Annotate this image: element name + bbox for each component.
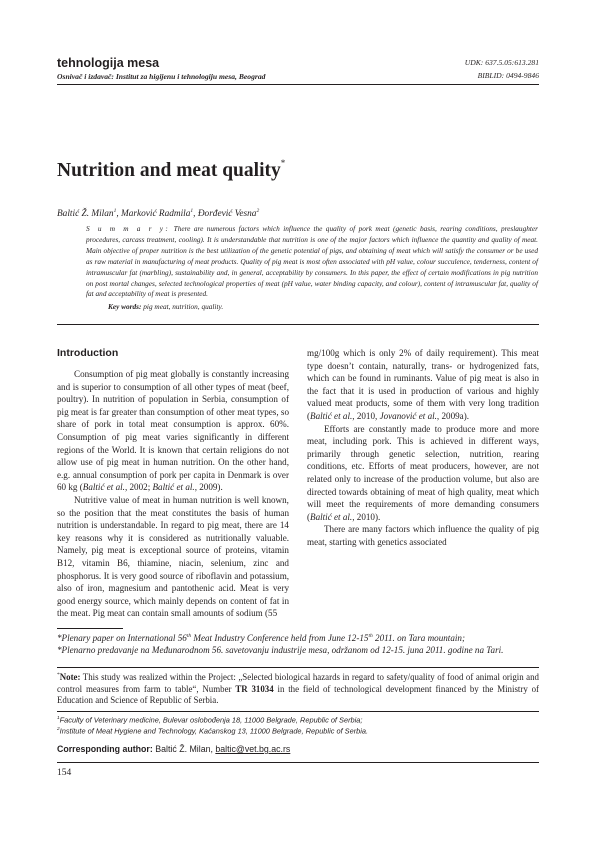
paper-title-text: Nutrition and meat quality xyxy=(57,160,281,181)
affiliation-divider xyxy=(57,711,539,712)
author-name: Marković Radmila xyxy=(120,209,191,220)
section-heading: Introduction xyxy=(57,347,119,359)
corresponding-author xyxy=(57,744,539,754)
project-note: *Note: This study was realized within the Project: „Selected biological hazards in regard to safety/quality of food of animal origin and control measures from farm to table“, Number TR 31034 in the field of technological development financed by the Ministry of Education and Science of Republic of Serbia. xyxy=(57,671,539,706)
body-column-left xyxy=(57,347,289,620)
abstract-divider xyxy=(57,324,539,325)
citation: Baltić et al. xyxy=(82,482,125,493)
note-divider xyxy=(57,667,539,668)
body-paragraph: Efforts are constantly made to produce more and more meat, including pork. This is achieved in different ways, primarily through genetic selection, nutrition, rearing conditions, etc. Efforts of meat producers, however, are not related only to increase of the production volume, but also are directed towards obtaining of meat of high quality, meat which will meet the requirements of more demanding consumers (Baltić et al., 2010). xyxy=(307,423,539,522)
journal-publisher-line: Osnivač i izdavač: Institut za higijenu i tehnologiju mesa, Beograd xyxy=(57,72,266,81)
header-divider xyxy=(57,84,539,85)
citation: al. xyxy=(427,410,437,421)
author-list: Baltić Ž. Milan$^1$, Marković Radmila$^1$, Đorđević Vesna$^2$ xyxy=(57,208,260,220)
note-label: Note: xyxy=(59,671,81,682)
body-column-right xyxy=(307,347,539,549)
author-name: Đorđević Vesna xyxy=(197,209,257,220)
abstract xyxy=(86,224,538,300)
page-number: 154 xyxy=(57,768,72,778)
footnote-serbian: *Plenarno predavanje na Međunarodnom 56. savetovanju industrije mesa, održanom od 12-15. juna 2011. godine na Tari. xyxy=(57,644,504,655)
journal-title: tehnologija mesa xyxy=(57,56,160,70)
corresponding-name: Baltić Ž. Milan, xyxy=(152,744,216,754)
affiliation-item: $^2$Institute of Meat Hygiene and Technology, Kaćanskog 13, 11000 Belgrade, Republic of Serbia. xyxy=(57,726,369,736)
citation: al. xyxy=(342,410,353,421)
citation: Baltić et al. xyxy=(310,511,353,522)
citation: Jovanović xyxy=(379,410,417,421)
paper-title xyxy=(57,160,285,182)
abstract-label: S u m m a r y: xyxy=(86,224,171,233)
title-footnote-marker: * xyxy=(280,158,286,168)
body-paragraph: Consumption of pig meat globally is constantly increasing and is superior to consumption of all other types of meat (beef, poultry). In nutrition of population in Serbia, consumption of pig meat is far greater than consumption of other meat types, so share of pork in total meat consumption is approx. 60%. Consumption of pig meat varies significantly in different regions of the World. It is known that certain religions do not allow use of pig meat in human nutrition. On the other hand, e.g. annual consumption of pork per capita in Denmark is over 60 kg (Baltić et al., 2002; Baltić et al., 2009). xyxy=(57,369,289,493)
citation: Baltić et al. xyxy=(152,482,195,493)
keywords xyxy=(108,302,538,312)
body-paragraph: There are many factors which influence the quality of pig meat, starting with genetics associated xyxy=(307,524,539,547)
plenary-footnotes xyxy=(57,631,539,656)
affiliations xyxy=(57,714,539,736)
body-paragraph-continued: mg/100g which is only 2% of daily requirement). This meat type doesn’t contain, naturally, trans- or hydrogenized fats, which can be found in ruminants. Value of pig meat is also in the fact that it is used in production of various and highly valued meat products, some of them with very long tradition (Baltić et al., 2010, Jovanović et al., 2009a). xyxy=(307,348,539,421)
keywords-text: pig meat, nutrition, quality. xyxy=(143,302,224,311)
citation: Baltić xyxy=(310,410,332,421)
footnote-english: *Plenary paper on International 56th Meat Industry Conference held from June 12-15th 2011. on Tara mountain; xyxy=(57,633,465,644)
biblid-code: BIBLID: 0494-9846 xyxy=(477,71,539,80)
udk-code: UDK: 637.5.05:613.281 xyxy=(464,58,539,67)
footnote-divider xyxy=(57,628,123,629)
citation: et xyxy=(334,410,341,421)
keywords-label: Key words: xyxy=(108,302,142,311)
corresponding-label: Corresponding author: xyxy=(57,744,153,754)
body-paragraph: Nutritive value of meat in human nutrition is well known, so the position that the meat constitutes the basis of human nutrition is understandable. In regard to pig meat, there are 14 key reasons why it is considered as nutritionally valuable. Namely, pig meat is exceptional source of proteins, vitamin B12, vitamin B6, thiamine, niacin, selenium, zinc and phosphorus. It is very good source of riboflavin and potassium, also of iron, magnesium and pantothenic acid. Meat is very good energy source, which mainly depends on content of fat in the meat. Pig meat can contain small amounts of sodium (55 xyxy=(57,494,290,619)
affiliation-item: $^1$Faculty of Veterinary medicine, Bulevar oslobođenja 18, 11000 Belgrade, Republic of Serbia; xyxy=(57,715,363,725)
author-name: Baltić Ž. Milan xyxy=(57,209,114,220)
project-number: TR 31034 xyxy=(235,683,274,694)
author-affiliation-marker: 1 xyxy=(190,208,194,214)
citation: et xyxy=(418,410,426,421)
abstract-text: There are numerous factors which influence the quality of pork meat (genetic basis, rearing conditions, preslaughter procedures, carcass treatment, cooling). It is understandable that nutrition is one of the major factors which influence the quantity and quality of meat. Main objective of proper nutrition is the best utilization of the genetic potential of pigs, and obtaining of meat which will satisfy the consumer or be used as raw material in manufacturing of meat products. Quality of pig meat is most often associated with pH value, colour succulence, tenderness, content of intramuscular fat (marbling), sustainability and, in general, acceptability by consumers. In this paper, the effect of certain modifications in pig nutrition on post mortal changes, selected technological properties of meat (pH value, water binding capacity, and colour), content of intramuscular fat, quality of fat and acceptability of meat is presented. xyxy=(86,224,538,299)
author-affiliation-marker: 2 xyxy=(256,208,260,214)
author-affiliation-marker: 1 xyxy=(113,208,117,214)
email-link[interactable]: baltic@vet.bg.ac.rs xyxy=(215,744,291,754)
footer-divider xyxy=(57,762,539,763)
